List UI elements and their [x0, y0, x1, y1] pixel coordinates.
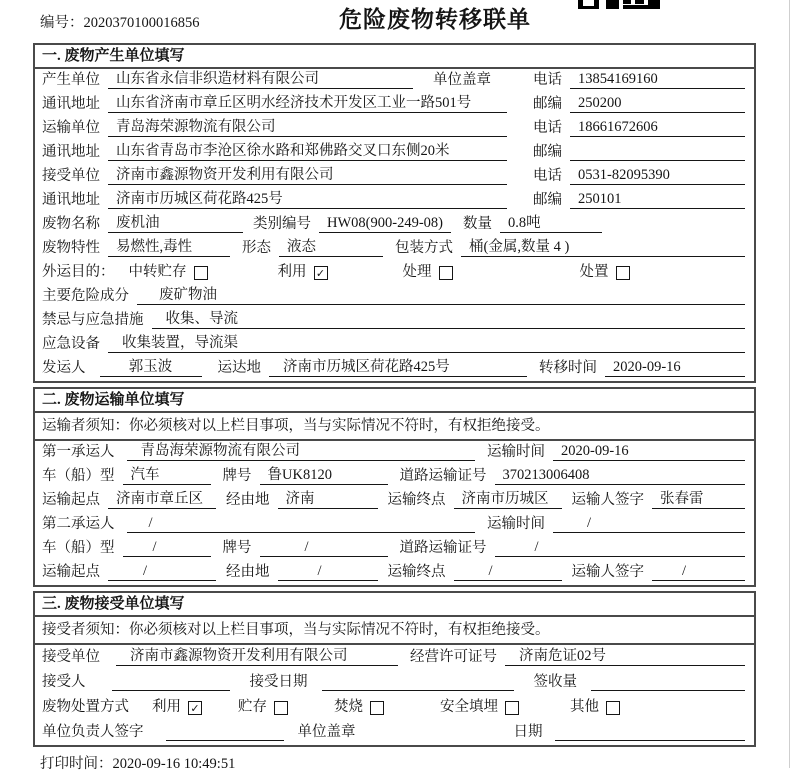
transfer-time-label: 转移时间	[539, 360, 597, 376]
plate1-value: 鲁UK8120	[260, 463, 388, 485]
category-value: HW08(900-249-08)	[319, 215, 451, 233]
checkbox-disposal-incinerate	[370, 701, 384, 715]
form-row	[35, 465, 754, 489]
carrier1-label: 第一承运人	[42, 444, 115, 460]
via1-value: 济南	[278, 487, 378, 509]
form-row	[35, 441, 754, 465]
doc-title: 危险废物转移联单	[339, 7, 531, 32]
via2-label: 经由地	[226, 564, 270, 580]
form-label: 形态	[242, 240, 271, 256]
checkbox-utilize: ✓	[314, 266, 328, 280]
transfer-time-value: 2020-09-16	[605, 359, 745, 377]
transit-storage-label: 中转贮存	[128, 264, 187, 280]
form-row	[35, 69, 754, 93]
addr1-value: 山东省济南市章丘区明水经济技术开发区工业一路501号	[108, 91, 507, 113]
date-label: 日期	[513, 724, 543, 740]
phone1-value: 13854169160	[570, 71, 745, 89]
checkbox-transit-storage	[194, 266, 208, 280]
disposal-option-other	[570, 695, 620, 716]
disposal-other-label: 其他	[570, 699, 599, 715]
sign-qty-label: 签收量	[533, 674, 577, 690]
section1-title: 一. 废物产生单位填写	[35, 45, 754, 69]
origin2-label: 运输起点	[42, 564, 100, 580]
disposal-option-landfill	[440, 695, 519, 716]
form-row	[35, 285, 754, 309]
form-row	[35, 670, 754, 695]
checkbox-disposal-landfill	[505, 701, 519, 715]
producer-seal-label: 单位盖章	[433, 72, 491, 88]
form-row	[35, 333, 754, 357]
zip2-label: 邮编	[533, 144, 562, 160]
packing-value: 桶(金属,数量 4 )	[461, 235, 745, 257]
acceptor-label: 接受人	[42, 674, 86, 690]
print-time-label: 打印时间：	[40, 756, 113, 772]
leader-sign-value	[166, 725, 284, 741]
plate1-label: 牌号	[222, 468, 252, 484]
producer-label: 产生单位	[42, 72, 100, 88]
cert2-value: /	[495, 539, 746, 557]
section-transport	[33, 387, 756, 587]
disposal-utilize-label: 利用	[152, 699, 181, 715]
zip3-label: 邮编	[533, 192, 562, 208]
phone2-label: 电话	[533, 120, 562, 136]
form-row	[35, 261, 754, 285]
unit-seal-label: 单位盖章	[297, 724, 356, 740]
form-row	[35, 189, 754, 213]
waste-name-label: 废物名称	[42, 216, 100, 232]
form-row	[35, 561, 754, 585]
receiver-value: 济南市鑫源物资开发利用有限公司	[108, 163, 507, 185]
date-value	[555, 725, 746, 741]
transporter-notice: 运输者须知：你必须核对以上栏目事项，当与实际情况不符时，有权拒绝接受。	[35, 413, 754, 441]
section-receiver	[33, 591, 756, 747]
accept-date-label: 接受日期	[249, 674, 308, 690]
producer-value: 山东省永信非织造材料有限公司	[108, 67, 413, 89]
treat-label: 处理	[402, 264, 432, 280]
disposal-incinerate-label: 焚烧	[334, 699, 363, 715]
origin1-label: 运输起点	[42, 492, 100, 508]
form-row	[35, 117, 754, 141]
shipper-value: 郭玉波	[100, 355, 202, 377]
vehicle1-label: 车（船）型	[42, 468, 115, 484]
checkbox-dispose	[616, 266, 630, 280]
page-edge-line	[789, 0, 790, 768]
section3-title: 三. 废物接受单位填写	[35, 593, 754, 617]
form-row	[35, 645, 754, 670]
form-row	[35, 513, 754, 537]
receiver-notice: 接受者须知：你必须核对以上栏目事项，当与实际情况不符时，有权拒绝接受。	[35, 617, 754, 645]
purpose-option-transit	[129, 260, 208, 281]
acceptor-value	[112, 675, 230, 691]
carrier2-label: 第二承运人	[42, 516, 115, 532]
receive-unit-value: 济南市鑫源物资开发利用有限公司	[116, 644, 398, 666]
license-label: 经营许可证号	[410, 649, 497, 665]
license-value: 济南危证02号	[505, 644, 745, 666]
disposal-label: 废物处置方式	[42, 699, 129, 715]
time1-value: 2020-09-16	[553, 443, 745, 461]
category-label: 类别编号	[253, 216, 311, 232]
end2-value: /	[454, 563, 562, 581]
phone3-label: 电话	[533, 168, 562, 184]
equip-value: 收集装置，导流渠	[108, 331, 745, 353]
via1-label: 经由地	[226, 492, 270, 508]
disposal-landfill-label: 安全填埋	[440, 699, 498, 715]
zip2-value	[570, 145, 745, 161]
zip1-label: 邮编	[533, 96, 562, 112]
checkbox-treat	[439, 266, 453, 280]
shipper-label: 发运人	[42, 360, 86, 376]
form-row	[35, 537, 754, 561]
disposal-option-store	[238, 695, 288, 716]
disposal-store-label: 贮存	[238, 699, 267, 715]
via2-value: /	[278, 563, 378, 581]
phone2-value: 18661672606	[570, 119, 745, 137]
form-row	[35, 695, 754, 720]
receiver-label: 接受单位	[42, 168, 100, 184]
form-row	[35, 213, 754, 237]
plate2-label: 牌号	[222, 540, 252, 556]
packing-label: 包装方式	[395, 240, 453, 256]
section2-title: 二. 废物运输单位填写	[35, 389, 754, 413]
vehicle1-value: 汽车	[123, 463, 211, 485]
utilize-label: 利用	[277, 264, 307, 280]
cert1-value: 370213006408	[495, 467, 746, 485]
form-row	[35, 309, 754, 333]
cert1-label: 道路运输证号	[399, 468, 487, 484]
accept-date-value	[322, 675, 514, 691]
dispose-label: 处置	[579, 264, 609, 280]
purpose-option-utilize	[278, 260, 328, 281]
disposal-option-incinerate	[334, 695, 384, 716]
end1-label: 运输终点	[387, 492, 446, 508]
vehicle2-value: /	[123, 539, 211, 557]
zip1-value: 250200	[570, 95, 745, 113]
form-header	[0, 0, 796, 43]
time2-label: 运输时间	[487, 516, 545, 532]
print-time	[40, 752, 796, 773]
addr3-value: 济南市历城区荷花路425号	[108, 187, 507, 209]
addr2-value: 山东省青岛市李沧区徐水路和郑佛路交叉口东侧20米	[108, 139, 507, 161]
purpose-option-dispose	[580, 260, 630, 281]
waste-name-value: 废机油	[108, 211, 243, 233]
carrier2-value: /	[127, 515, 476, 533]
checkbox-disposal-store	[274, 701, 288, 715]
quantity-label: 数量	[463, 216, 492, 232]
dest-value: 济南市历城区荷花路425号	[269, 355, 527, 377]
form-row	[35, 720, 754, 745]
form-row	[35, 93, 754, 117]
checkbox-disposal-utilize: ✓	[188, 701, 202, 715]
traits-value: 易燃性,毒性	[108, 235, 230, 257]
sign2-value: /	[652, 563, 745, 581]
form-row	[35, 237, 754, 261]
time1-label: 运输时间	[487, 444, 545, 460]
quantity-value: 0.8吨	[500, 211, 602, 233]
end2-label: 运输终点	[387, 564, 446, 580]
transporter-value: 青岛海荣源物流有限公司	[108, 115, 507, 137]
checkbox-disposal-other	[606, 701, 620, 715]
leader-sign-label: 单位负责人签字	[42, 724, 144, 740]
form-value: 液态	[279, 235, 383, 257]
end1-value: 济南市历城区	[454, 487, 562, 509]
addr1-label: 通讯地址	[42, 96, 100, 112]
plate2-value: /	[260, 539, 388, 557]
doc-number-label: 编号：	[40, 15, 84, 31]
form-row	[35, 165, 754, 189]
sign1-value: 张春雷	[652, 487, 745, 509]
phone1-label: 电话	[533, 72, 562, 88]
carrier1-value: 青岛海荣源物流有限公司	[127, 439, 476, 461]
section-producer	[33, 43, 756, 383]
hazard-label: 主要危险成分	[42, 288, 129, 304]
traits-label: 废物特性	[42, 240, 100, 256]
origin2-value: /	[108, 563, 216, 581]
addr3-label: 通讯地址	[42, 192, 100, 208]
purpose-label: 外运目的：	[42, 264, 115, 280]
taboo-label: 禁忌与应急措施	[42, 312, 144, 328]
form-row	[35, 141, 754, 165]
addr2-label: 通讯地址	[42, 144, 100, 160]
dest-label: 运达地	[217, 360, 261, 376]
print-time-value: 2020-09-16 10:49:51	[112, 756, 236, 772]
disposal-option-utilize	[152, 695, 202, 716]
time2-value: /	[553, 515, 745, 533]
doc-number-value: 2020370100016856	[83, 15, 200, 31]
sign2-label: 运输人签字	[571, 564, 644, 580]
form-row	[35, 357, 754, 381]
qr-code-icon	[578, 0, 660, 9]
taboo-value: 收集、导流	[152, 307, 746, 329]
purpose-option-treat	[403, 260, 453, 281]
zip3-value: 250101	[570, 191, 745, 209]
receive-unit-label: 接受单位	[42, 649, 100, 665]
vehicle2-label: 车（船）型	[42, 540, 115, 556]
hazard-value: 废矿物油	[137, 283, 745, 305]
sign1-label: 运输人签字	[571, 492, 644, 508]
origin1-value: 济南市章丘区	[108, 487, 216, 509]
phone3-value: 0531-82095390	[570, 167, 745, 185]
equip-label: 应急设备	[42, 336, 100, 352]
transporter-label: 运输单位	[42, 120, 100, 136]
form-row	[35, 489, 754, 513]
sign-qty-value	[591, 675, 745, 691]
cert2-label: 道路运输证号	[399, 540, 487, 556]
